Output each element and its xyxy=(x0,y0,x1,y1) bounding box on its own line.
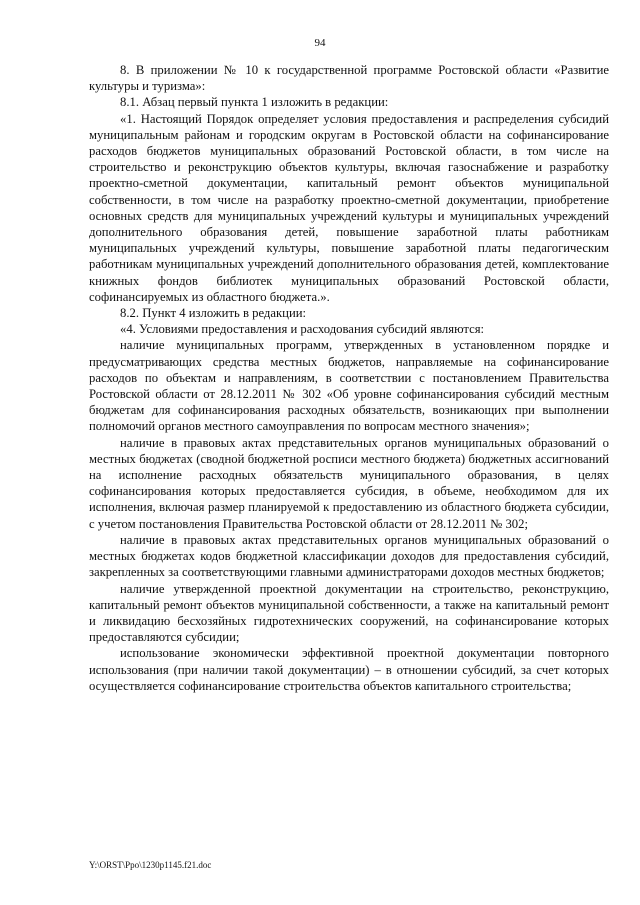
paragraph-clause-1: «1. Настоящий Порядок определяет условия предоставления и распределения субсидий муниципальным районам и городским округам в Ростовской области на софинансирование расходов бюджетов муниципальных образований Ростовской области, в том числе на строительство и реконструкцию объектов культуры, включая газоснабжение и разработку проектно-сметной документации, капитальный ремонт объектов муниципальной собственности, в том числе на разработку проектно-сметной документации, приобретение основных средств для муниципальных учреждений культуры и муниципальных учреждений дополнительного образования детей, повышение заработной платы работникам муниципальных учреждений культуры, повышение заработной платы педагогическим работникам муниципальных учреждений дополнительного образования детей, комплектование книжных фондов библиотек муниципальных образований Ростовской области, софинансируемых из областного бюджета.». xyxy=(89,111,609,304)
paragraph-section-8-1: 8.1. Абзац первый пункта 1 изложить в редакции: xyxy=(120,95,389,110)
paragraph-condition-programs: наличие муниципальных программ, утвержденных в установленном порядке и предусматривающих средства местных бюджетов, направляемые на софинансирование расходов по объектам и направлениям, в соответствии с постановлением Правительства Ростовской области от 28.12.2011 № 302 «Об уровне софинансирования субсидий местным бюджетам для софинансирования расходных обязательств, возникающих при выполнении полномочий органов местного самоуправления по вопросам местного значения»; xyxy=(89,338,609,434)
paragraph-condition-classification-codes: наличие в правовых актах представительных органов муниципальных образований о местных бюджетах кодов бюджетной классификации доходов для предоставления субсидий, закрепленных за соответствующими главными администраторами доходов местных бюджетов; xyxy=(89,532,609,580)
paragraph-condition-project-documentation: наличие утвержденной проектной документации на строительство, реконструкцию, капитальный ремонт объектов муниципальной собственности, а также на капитальный ремонт и ликвидацию бесхозяйных гидротехнических сооружений, на софинансирование которых предоставляются субсидии; xyxy=(89,581,609,645)
paragraph-condition-reuse-documentation: использование экономически эффективной проектной документации повторного использования (при наличии такой документации) – в отношении субсидий, за счет которых осуществляется софинансирование строительства объектов капитального строительства; xyxy=(89,646,609,693)
page-number: 94 xyxy=(314,37,326,49)
paragraph-clause-4: «4. Условиями предоставления и расходования субсидий являются: xyxy=(120,322,485,337)
footer-file-path: Y:\ORST\Ppo\1230p1145.f21.doc xyxy=(89,860,212,870)
document-body xyxy=(89,62,609,694)
paragraph-condition-budget-allocations: наличие в правовых актах представительных органов муниципальных образований о местных бюджетах (сводной бюджетной росписи местного бюджета) бюджетных ассигнований на исполнение расходных обязательств муниципального образования, в целях софинансирования которых предоставляется субсидия, в объеме, необходимом для их исполнения, включая размер планируемой к предоставлению из областного бюджета субсидии, с учетом постановления Правительства Ростовской области от 28.12.2011 № 302; xyxy=(89,435,609,531)
paragraph-section-8: 8. В приложении № 10 к государственной программе Ростовской области «Развитие культуры и туризма»: xyxy=(89,63,609,94)
paragraph-section-8-2: 8.2. Пункт 4 изложить в редакции: xyxy=(120,306,307,321)
